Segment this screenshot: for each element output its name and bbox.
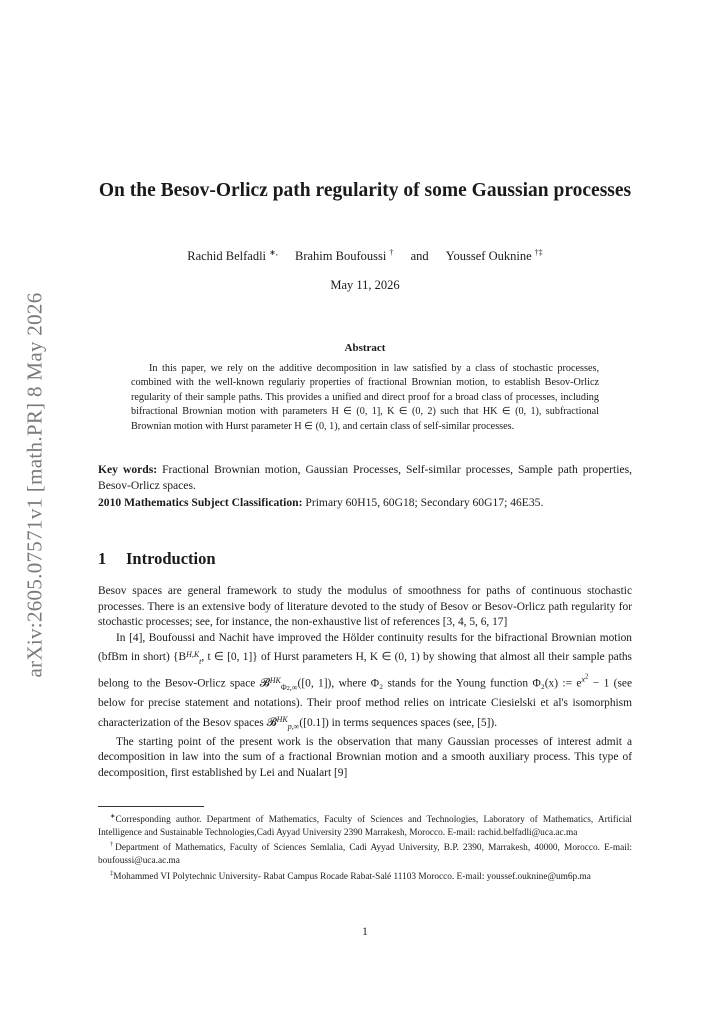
- author-name: Rachid Belfadli: [187, 249, 267, 264]
- msc-label: 2010 Mathematics Subject Classification:: [98, 496, 303, 509]
- keywords-label: Key words:: [98, 463, 158, 476]
- footnote-text: Corresponding author. Department of Mathematics, Faculty of Sciences and Technologies, Laboratory of Mathematics, Artificial Intelligence and Sustainable Technologies,Cadi Ayyad University 2390 Marrakesh, Morocco. E-mail: rachid.belfadli@uca.ac.ma: [98, 815, 632, 838]
- author-name: Youssef Ouknine: [445, 249, 532, 264]
- footnote-text: Mohammed VI Polytechnic University- Rabat Campus Rocade Rabat-Salé 11103 Morocco. E-mail: youssef.ouknine@um6p.ma: [113, 871, 591, 882]
- footnote-mark: ‡: [110, 869, 114, 877]
- section-heading: [98, 549, 216, 569]
- footnote-3: [98, 868, 632, 884]
- author-marks: ∗,: [269, 248, 278, 257]
- paragraph-2-part: In [4], Boufoussi and Nachit have improved the Hölder continuity results for the bifractional Brownian motion (bfBm in short) {B: [98, 631, 632, 664]
- arxiv-identifier: arXiv:2605.07571v1 [math.PR] 8 May 2026: [22, 292, 47, 678]
- author-name: Brahim Boufoussi: [294, 249, 387, 264]
- footnote-mark: †: [110, 841, 116, 849]
- page-number: 1: [362, 926, 368, 938]
- paragraph-2-part: ([0.1]) in terms sequences spaces (see, [5]).: [299, 716, 498, 729]
- section-title: Introduction: [126, 549, 216, 568]
- paragraph-2-part: ([0, 1]), where Φ₂ stands for the Young function Φ₂(x) := e: [297, 677, 582, 690]
- keywords: [98, 462, 632, 494]
- author-1: [187, 248, 278, 264]
- introduction-body: [98, 584, 632, 782]
- footnote-text: Department of Mathematics, Faculty of Sciences Semlalia, Cadi Ayyad University, B.P. 2390, Marrakesh, 40000, Morocco. E-mail: boufoussi@uca.ac.ma: [98, 843, 633, 866]
- paragraph-1: Besov spaces are general framework to study the modulus of smoothness for paths of continuous stochastic processes. There is an extensive body of literature devoted to the study of Besov or Besov-Orlicz path regularity for stochastic processes; see, for instance, the non-exhaustive list of references [3, 4, 5, 6, 17]: [98, 585, 632, 629]
- footnote-mark: ∗: [110, 813, 116, 820]
- footnotes: [98, 811, 632, 883]
- footnote-1: [98, 811, 632, 839]
- paper-date: May 11, 2026: [330, 278, 400, 292]
- and-word: and: [410, 249, 429, 264]
- footnote-2: [98, 839, 632, 867]
- author-marks: †: [389, 248, 394, 257]
- section-number: 1: [98, 549, 107, 568]
- paragraph-2: In [4], Boufoussi and Nachit have improved the Hölder continuity results for the bifractional Brownian motion (bfBm in short) {$B_{^{H,K}t}$, t ∈ [0, 1]} of Hurst parameters H, K ∈ (0, 1) by showing that almost all their sample paths belong to the Besov-Orlicz space 𝓑$_{^{HK}\Phi 2,\infty}$([0, 1]), where Φ₂ stands for the Young function Φ₂(x) := $e^{x^2} - 1$ (see below for precise statement and notations). Their proof method relies on intricate Ciesielski et al's isomorphism characterization of the Besov spaces 𝓑$_{^{HK}p,\infty}$([0.1]) in terms sequences spaces (see, [5]).: [98, 631, 632, 732]
- paragraph-2-part: − 1 (see below for precise statement and notations). Their proof method relies on intricate Ciesielski et al's isomorphism characterization of the Besov spaces 𝓑: [98, 677, 632, 729]
- paragraph-2-part: , t ∈ [0, 1]} of Hurst parameters H, K ∈ (0, 1) by showing that almost all their sample paths belong to the Besov-Orlicz space 𝓑: [98, 651, 632, 690]
- author-list: [98, 248, 632, 264]
- author-3: [446, 248, 543, 264]
- paper-title: On the Besov-Orlicz path regularity of some Gaussian processes: [98, 180, 632, 201]
- abstract-heading: Abstract: [344, 342, 386, 354]
- msc-classification: [98, 495, 632, 511]
- paragraph-3: The starting point of the present work is the observation that many Gaussian processes of interest admit a decomposition in law into the sum of a fractional Brownian motion and a smooth auxiliary process. This type of decomposition, first established by Lei and Nualart [9]: [98, 735, 632, 780]
- author-marks: †‡: [534, 248, 543, 257]
- footnote-rule: [98, 806, 204, 807]
- msc-text: Primary 60H15, 60G18; Secondary 60G17; 46E35.: [305, 496, 544, 509]
- arxiv-sidebar-stamp: [20, 290, 50, 680]
- keywords-text: Fractional Brownian motion, Gaussian Processes, Self-similar processes, Sample path properties, Besov-Orlicz spaces.: [98, 463, 632, 492]
- author-2: [295, 248, 393, 264]
- abstract-text: In this paper, we rely on the additive decomposition in law satisfied by a class of stochastic processes, combined with the well-known regulariy properties of fractional Brownian motion, to establish Besov-Orlicz regularity of their sample paths. This provides a unified and direct proof for a broad class of processes, including bifractional Brownian motion with parameters H ∈ (0, 1], K ∈ (0, 2) such that HK ∈ (0, 1), subfractional Brownian motion with Hurst parameter H ∈ (0, 1), and certain class of self-similar processes.: [131, 363, 599, 432]
